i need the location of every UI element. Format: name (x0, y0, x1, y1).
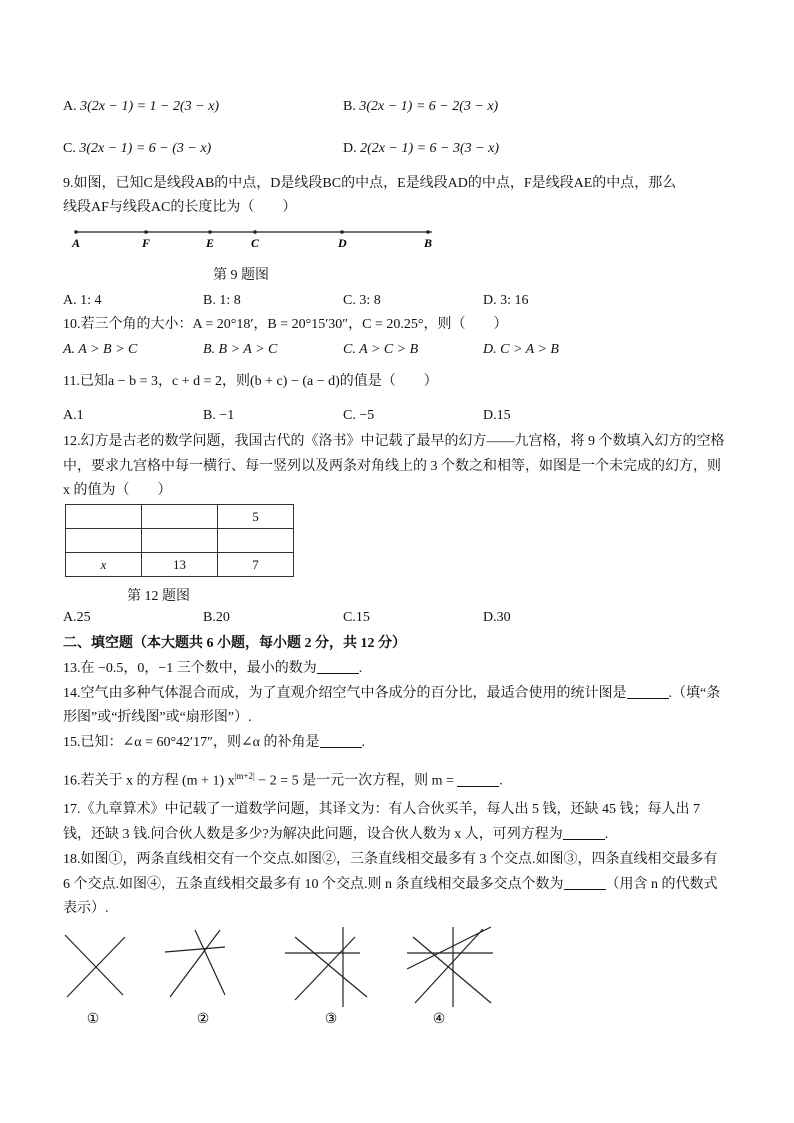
q14-line2: 形图”或“折线图”或“扇形图”）. (63, 710, 252, 725)
q13-end: . (358, 661, 363, 676)
q11-option-d: D.15 (483, 408, 511, 423)
segment-point (144, 230, 148, 234)
figure-label-3: ③ (324, 1012, 338, 1027)
q17-end: . (604, 827, 609, 842)
q10-option-d: D. C > A > B (483, 342, 559, 357)
q15-answer-blank[interactable] (320, 733, 362, 748)
q13-answer-blank[interactable] (317, 659, 359, 674)
q12-caption: 第 12 题图 (127, 589, 190, 604)
q9-option-b: B. 1: 8 (203, 293, 241, 308)
line (407, 927, 491, 969)
q8-option-b-expr: 3(2x − 1) = 6 − 2(3 − x) (359, 99, 499, 114)
q17-line1: 17.《九章算术》中记载了一道数学问题，其译文为：有人合伙买羊，每人出 5 钱，还缺 45 钱；每人出 7 (63, 802, 700, 817)
q8-option-b-label: B. (343, 99, 356, 114)
q15-end: . (361, 735, 366, 750)
grid-cell (142, 505, 218, 529)
q18-line3: 表示）. (63, 901, 109, 916)
q8-option-a-label: A. (63, 99, 77, 114)
q12-option-a: A.25 (63, 610, 91, 625)
q18-line1: 18.如图①，两条直线相交有一个交点.如图②，三条直线相交最多有 3 个交点.如图③，四条直线相交最多有 (63, 852, 718, 867)
q8-option-d (343, 139, 499, 159)
q8-option-b (343, 97, 498, 117)
grid-cell: 13 (142, 553, 218, 577)
grid-row (66, 553, 294, 577)
q14-text: 14.空气由多种气体混合而成，为了直观介绍空气中各成分的百分比，最适合使用的统计图是 (63, 686, 627, 701)
q16-text-pre: 16.若关于 x 的方程 (m + 1) x (63, 773, 235, 789)
magic-square-grid (65, 504, 294, 577)
q11-option-a: A.1 (63, 408, 84, 423)
figure-five-lines (407, 927, 493, 1007)
segment-point-label: F (142, 236, 151, 250)
grid-cell (66, 529, 142, 553)
q15-text: 15.已知：∠α = 60°42′17″，则∠α 的补角是 (63, 735, 320, 750)
q8-option-c-expr: 3(2x − 1) = 6 − (3 − x) (79, 141, 212, 156)
q12-option-c: C.15 (343, 610, 370, 625)
q17-text: 钱，还缺 3 钱.问合伙人数是多少?为解决此问题，设合伙人数为 x 人，可列方程为 (63, 827, 563, 842)
q8-option-a-expr: 3(2x − 1) = 1 − 2(3 − x) (80, 99, 219, 114)
q15 (63, 733, 365, 753)
q10-option-b: B. B > A > C (203, 342, 278, 357)
q9-option-d: D. 3: 16 (483, 293, 529, 308)
line (170, 930, 220, 997)
q12-text-line3: x 的值为（ ） (63, 483, 172, 498)
q17-line2 (63, 825, 608, 845)
q18-lines-figures (55, 925, 515, 1030)
q14-line1 (63, 684, 720, 704)
q9-text-line2: 线段AF与线段AC的长度比为（ ） (63, 200, 297, 215)
q12-text-line2: 中，要求九宫格中每一横行、每一竖列以及两条对角线上的 3 个数之和相等，如图是一个未完成的幻方，则 (63, 459, 721, 474)
q12-option-d: D.30 (483, 610, 511, 625)
q17-answer-blank[interactable] (563, 825, 605, 840)
line (415, 929, 483, 1003)
grid-cell (142, 529, 218, 553)
q18-answer-blank[interactable] (564, 875, 606, 890)
grid-cell: 7 (218, 553, 294, 577)
grid-cell: x (66, 553, 142, 577)
segment-point (208, 230, 212, 234)
figure-two-lines (65, 935, 125, 997)
q9-segment-figure (60, 222, 450, 252)
segment-point-label: B (424, 236, 433, 250)
q9-text-line1: 9.如图，已知C是线段AB的中点，D是线段BC的中点，E是线段AD的中点，F是线段AE的中点，那么 (63, 176, 677, 191)
line (65, 935, 123, 995)
figure-label-4: ④ (432, 1012, 446, 1027)
q11-option-b: B. −1 (203, 408, 235, 423)
q16-end: . (499, 773, 503, 789)
grid-cell (218, 529, 294, 553)
line (195, 930, 225, 995)
q16-text-post: − 2 = 5 是一元一次方程，则 m = (254, 773, 454, 789)
segment-point-label: E (206, 236, 215, 250)
grid-row (66, 505, 294, 529)
q12-text-line1: 12.幻方是古老的数学问题，我国古代的《洛书》中记载了最早的幻方——九宫格，将 9 个数填入幻方的空格 (63, 434, 725, 449)
q9-caption: 第 9 题图 (213, 268, 269, 283)
q8-option-c-label: C. (63, 141, 76, 156)
q10-option-a: A. A > B > C (63, 342, 138, 357)
line (295, 937, 355, 1000)
q11-text: 11.已知a − b = 3，c + d = 2，则(b + c) − (a − d)的值是（ ） (63, 374, 438, 389)
q8-option-d-expr: 2(2x − 1) = 6 − 3(3 − x) (360, 141, 499, 156)
q18-line2 (63, 875, 718, 895)
q16 (63, 766, 503, 792)
q9-option-a: A. 1: 4 (63, 293, 102, 308)
q14-text-end: .（填“条 (668, 686, 721, 701)
segment-point (74, 230, 78, 234)
q16-answer-blank[interactable] (457, 772, 499, 787)
q16-exponent: |m+2| (234, 771, 255, 781)
q11-option-c: C. −5 (343, 408, 375, 423)
segment-point-label: D (338, 236, 347, 250)
segment-point (426, 230, 430, 234)
q18-text-end: （用含 n 的代数式 (605, 877, 718, 892)
grid-row (66, 529, 294, 553)
q8-option-d-label: D. (343, 141, 357, 156)
grid-cell (66, 505, 142, 529)
section-2-title: 二、填空题（本大题共 6 小题，每小题 2 分，共 12 分） (63, 636, 406, 651)
figure-label-2: ② (196, 1012, 210, 1027)
q10-text: 10.若三个角的大小：A = 20°18′，B = 20°15′30″，C = 20.25°，则（ ） (63, 317, 508, 332)
q8-option-a (63, 97, 219, 117)
figure-label-1: ① (86, 1012, 100, 1027)
q12-option-b: B.20 (203, 610, 230, 625)
segment-point-label: C (251, 236, 260, 250)
q18-text: 6 个交点.如图④，五条直线相交最多有 10 个交点.则 n 条直线相交最多交点个数为 (63, 877, 564, 892)
segment-point-label: A (72, 236, 81, 250)
grid-cell: 5 (218, 505, 294, 529)
q14-answer-blank[interactable] (627, 684, 669, 699)
q10-option-c: C. A > C > B (343, 342, 419, 357)
figure-three-lines (165, 930, 225, 997)
segment-point (340, 230, 344, 234)
figure-four-lines (285, 927, 367, 1007)
q13-text: 13.在 −0.5，0，−1 三个数中，最小的数为 (63, 661, 317, 676)
line (165, 947, 225, 952)
segment-point (253, 230, 257, 234)
q13 (63, 659, 362, 679)
q9-option-c: C. 3: 8 (343, 293, 381, 308)
q8-option-c (63, 139, 211, 159)
